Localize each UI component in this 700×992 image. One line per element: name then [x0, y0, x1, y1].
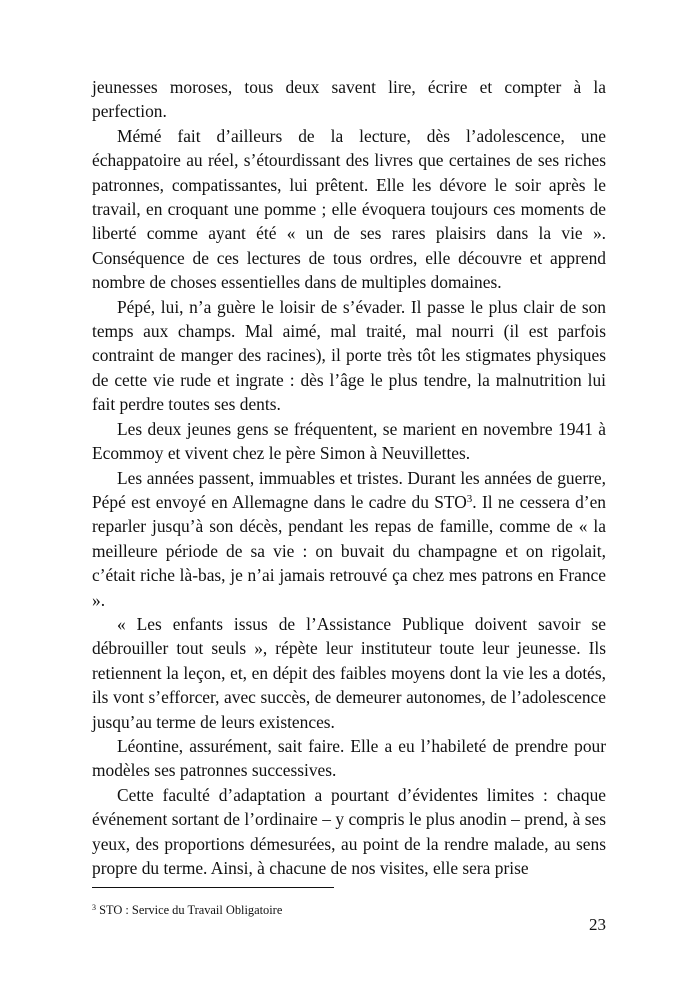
- paragraph-2: Mémé fait d’ailleurs de la lecture, dès l’adolescence, une échappatoire au réel, s’étourdissant des livres que certaines de ses riches patronnes, compatissantes, lui prêtent. Elle les dévore le soir après le travail, en croquant une pomme ; elle évoquera toujours ces moments de liberté comme ayant été « un de ses rares plaisirs dans la vie ». Conséquence de ces lectures de tous ordres, elle découvre et apprend nombre de choses essentielles dans de multiples domaines.: [92, 125, 606, 293]
- page-number: 23: [589, 915, 606, 934]
- paragraph-3: Pépé, lui, n’a guère le loisir de s’évader. Il passe le plus clair de son temps aux champs. Mal aimé, mal traité, mal nourri (il est parfois contraint de manger des racines), il porte très tôt les stigmates physiques de cette vie rude et ingrate : dès l’âge le plus tendre, la malnutrition lui fait perdre toutes ses dents.: [92, 296, 606, 415]
- footnote-number: 3: [92, 903, 96, 912]
- paragraph-7: Léontine, assurément, sait faire. Elle a eu l’habileté de prendre pour modèles ses patronnes successives.: [92, 735, 606, 781]
- paragraph-5-text-after: . Il ne cessera d’en reparler jusqu’à son décès, pendant les repas de famille, comme de « la meilleure période de sa vie : on buvait du champagne et on rigolait, c’était riche là-bas, je n’ai jamais retrouvé ça chez mes patrons en France ».: [92, 491, 606, 610]
- body-text: [92, 75, 606, 880]
- paragraph-4: Les deux jeunes gens se fréquentent, se marient en novembre 1941 à Ecommoy et vivent chez le père Simon à Neuvillettes.: [92, 418, 606, 464]
- footnote: [92, 903, 282, 918]
- footnote-reference: 3: [466, 492, 473, 505]
- paragraph-1: jeunesses moroses, tous deux savent lire, écrire et compter à la perfection.: [92, 77, 606, 122]
- paragraph-8: Cette faculté d’adaptation a pourtant d’évidentes limites : chaque événement sortant de l’ordinaire – y compris le plus anodin – prend, à ses yeux, des proportions démesurées, au point de la rendre malade, au sens propre du terme. Ainsi, à chacune de nos visites, elle sera prise: [92, 784, 606, 878]
- footnote-text: STO : Service du Travail Obligatoire: [99, 903, 283, 917]
- paragraph-5-text-before: Les années passent, immuables et tristes. Durant les années de guerre, Pépé est envoyé en Allemagne dans le cadre du STO: [92, 467, 606, 512]
- paragraph-5: [92, 466, 606, 612]
- paragraph-6: « Les enfants issus de l’Assistance Publique doivent savoir se débrouiller tout seuls », répète leur instituteur toute leur jeunesse. Ils retiennent la leçon, et, en dépit des faibles moyens dont la vie les a dotés, ils vont s’efforcer, avec succès, de demeurer autonomes, de l’adolescence jusqu’au terme de leurs existences.: [92, 613, 606, 732]
- footnote-divider: [92, 887, 334, 888]
